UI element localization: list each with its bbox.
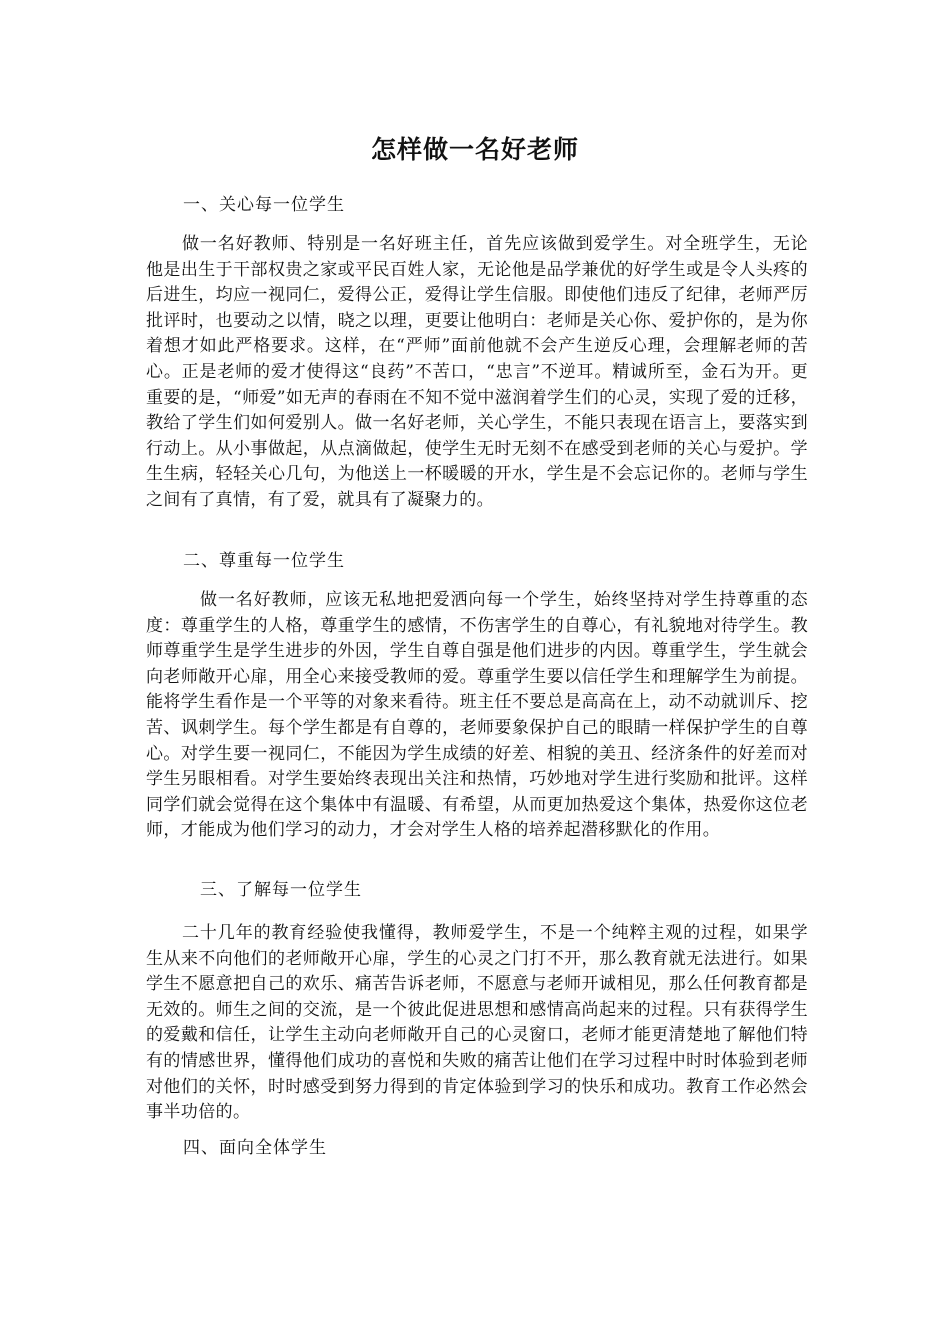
section-heading-2: 二、尊重每一位学生 [183,551,345,571]
section-body-2: 做一名好教师，应该无私地把爱洒向每一个学生，始终坚持对学生持尊重的态度：尊重学生的人格，尊重学生的感情，不伤害学生的自尊心，有礼貌地对待学生。教师尊重学生是学生进步的外因，学生自尊自强是他们进步的内因。尊重学生，学生就会向老师敞开心扉，用全心来接受教师的爱。尊重学生要以信任学生和理解学生为前提。能将学生看作是一个平等的对象来看待。班主任不要总是高高在上，动不动就训斥、挖苦、讽刺学生。每个学生都是有自尊的，老师要象保护自己的眼睛一样保护学生的自尊心。对学生要一视同仁，不能因为学生成绩的好差、相貌的美丑、经济条件的好差而对学生另眼相看。对学生要始终表现出关注和热情，巧妙地对学生进行奖励和批评。这样同学们就会觉得在这个集体中有温暖、有希望，从而更加热爱这个集体，热爱你这位老师，才能成为他们学习的动力，才会对学生人格的培养起潜移默化的作用。 [146,590,808,841]
section-heading-3: 三、了解每一位学生 [200,880,362,900]
section-heading-4: 四、面向全体学生 [183,1138,327,1158]
section-heading-1: 一、关心每一位学生 [183,195,345,215]
document-title: 怎样做一名好老师 [370,135,579,164]
section-body-3: 二十几年的教育经验使我懂得，教师爱学生，不是一个纯粹主观的过程，如果学生从来不向他们的老师敞开心扉，学生的心灵之门打不开，那么教育就无法进行。如果学生不愿意把自己的欢乐、痛苦告诉老师，不愿意与老师开诚相见，那么任何教育都是无效的。师生之间的交流，是一个彼此促进思想和感情高尚起来的过程。只有获得学生的爱戴和信任，让学生主动向老师敞开自己的心灵窗口，老师才能更清楚地了解他们特有的情感世界，懂得他们成功的喜悦和失败的痛苦让他们在学习过程中时时体验到老师对他们的关怀，时时感受到努力得到的肯定体验到学习的快乐和成功。教育工作必然会事半功倍的。 [146,923,808,1123]
section-body-1: 做一名好教师、特别是一名好班主任，首先应该做到爱学生。对全班学生，无论他是出生于干部权贵之家或平民百姓人家，无论他是品学兼优的好学生或是令人头疼的后进生，均应一视同仁，爱得公正，爱得让学生信服。即使他们违反了纪律，老师严厉批评时，也要动之以情，晓之以理，更要让他明白：老师是关心你、爱护你的，是为你着想才如此严格要求。这样，在“严师”面前他就不会产生逆反心理，会理解老师的苦心。正是老师的爱才使得这“良药”不苦口，“忠言”不逆耳。精诚所至，金石为开。更重要的是，“师爱”如无声的春雨在不知不觉中滋润着学生们的心灵，实现了爱的迁移，教给了学生们如何爱别人。做一名好老师，关心学生，不能只表现在语言上，要落实到行动上。从小事做起，从点滴做起，使学生无时无刻不在感受到老师的关心与爱护。学生生病，轻轻关心几句，为他送上一杯暖暖的开水，学生是不会忘记你的。老师与学生之间有了真情，有了爱，就具有了凝聚力的。 [146,234,808,510]
